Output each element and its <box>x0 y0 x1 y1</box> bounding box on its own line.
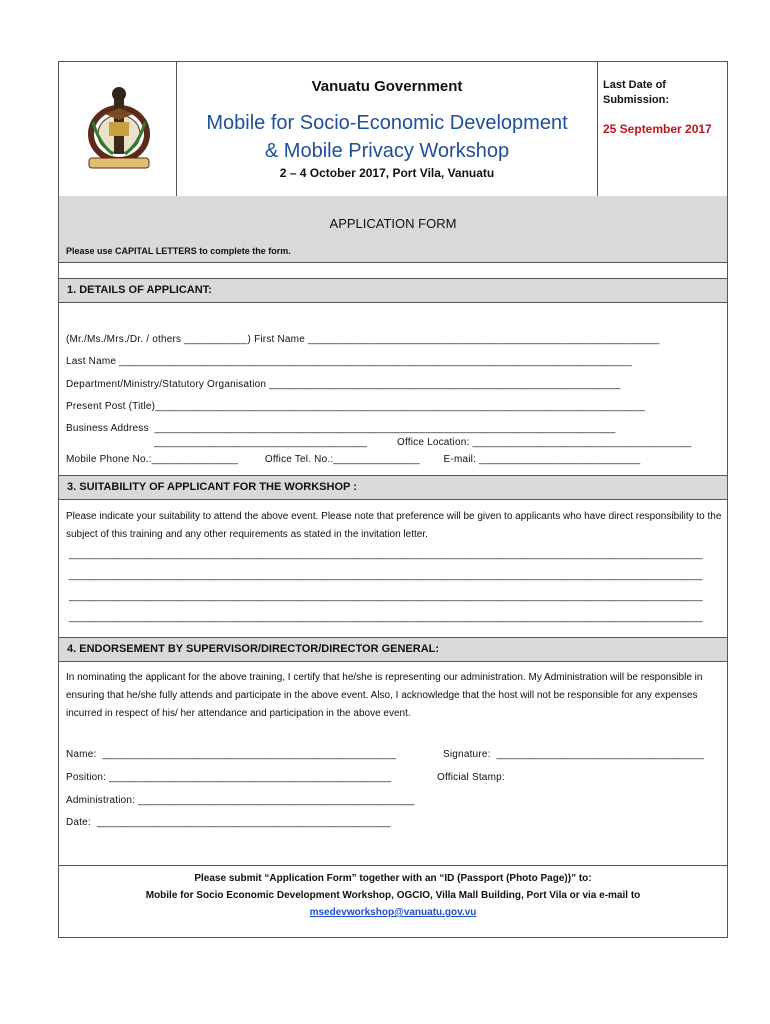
section-1-header <box>59 278 727 303</box>
suitability-answer-line-1[interactable]: ______________________________________________________________________________________________________________ <box>69 549 703 560</box>
footer-line-1: Please submit “Application Form” together with an “ID (Passport (Photo Page))” to: <box>194 873 592 884</box>
title-first-name-field[interactable]: (Mr./Ms./Mrs./Dr. / others ___________) First Name _____________________________________________________________ <box>66 334 660 345</box>
section-3-header <box>59 475 727 500</box>
last-date-label-line2: Submission: <box>603 94 670 106</box>
official-stamp-label: Official Stamp: <box>437 772 505 783</box>
department-field[interactable]: Department/Ministry/Statutory Organisation _____________________________________________________________ <box>66 379 621 390</box>
submission-deadline: 25 September 2017 <box>603 122 712 136</box>
suitability-instructions: Please indicate your suitability to attend the above event. Please note that preference will be given to applicants who have direct responsibility to the subject of this training and any other requirements as stated in the invitation letter. <box>66 511 722 540</box>
last-name-field[interactable]: Last Name _________________________________________________________________________________________ <box>66 356 632 367</box>
suitability-answer-line-3[interactable]: ______________________________________________________________________________________________________________ <box>69 591 703 602</box>
emblem-cell <box>59 62 177 196</box>
workshop-title-line1: Mobile for Socio-Economic Development <box>206 112 568 134</box>
footer-line-2: Mobile for Socio Economic Development Workshop, OGCIO, Villa Mall Building, Port Vila or via e-mail to <box>145 890 641 901</box>
application-form-banner <box>59 196 727 263</box>
section-4-heading: 4. ENDORSEMENT BY SUPERVISOR/DIRECTOR/DIRECTOR GENERAL: <box>67 643 440 655</box>
signature-field[interactable]: Signature: ____________________________________ <box>443 749 704 760</box>
supervisor-position-field[interactable]: Position: _________________________________________________ <box>66 772 392 783</box>
business-address-field[interactable]: Business Address ________________________________________________________________________________ <box>66 423 616 434</box>
deadline-cell <box>598 62 727 196</box>
submission-instructions <box>59 870 727 921</box>
submission-email-link[interactable]: msedevworkshop@vanuatu.gov.vu <box>309 907 477 918</box>
vanuatu-coat-of-arms-icon <box>79 84 159 172</box>
last-date-label <box>603 78 703 108</box>
present-post-field[interactable]: Present Post (Title)_____________________________________________________________________________________ <box>66 401 645 412</box>
section-3-heading: 3. SUITABILITY OF APPLICANT FOR THE WORKSHOP : <box>67 481 357 493</box>
form-header <box>59 62 727 197</box>
office-location-field[interactable]: _____________________________________ Office Location: ______________________________________ <box>154 437 692 448</box>
capital-letters-note: Please use CAPITAL LETTERS to complete the form. <box>66 246 291 256</box>
event-dates: 2 – 4 October 2017, Port Vila, Vanuatu <box>279 166 495 180</box>
workshop-title-line2: & Mobile Privacy Workshop <box>264 140 510 162</box>
date-field[interactable]: Date: ___________________________________________________ <box>66 817 391 828</box>
supervisor-name-field[interactable]: Name: ___________________________________________________ <box>66 749 397 760</box>
endorsement-text: In nominating the applicant for the above training, I certify that he/she is representing our administration. My Administration will be responsible in ensuring that he/she fully attends and participate in the above event. Also, I acknowledge that the host will not be responsible for any expenses incurred in respect of his/ her attendance and participation in the above event. <box>66 672 703 719</box>
suitability-answer-line-4[interactable]: ______________________________________________________________________________________________________________ <box>69 612 703 623</box>
application-form-document <box>58 61 728 938</box>
government-name: Vanuatu Government <box>311 78 463 95</box>
phone-email-fields[interactable]: Mobile Phone No.:_______________ Office Tel. No.:_______________ E-mail: ____________________________ <box>66 454 641 465</box>
last-date-label-line1: Last Date of <box>603 79 666 91</box>
section-4-header <box>59 637 727 662</box>
footer-divider <box>59 865 727 866</box>
administration-field[interactable]: Administration: ________________________________________________ <box>66 795 415 806</box>
section-1-heading: 1. DETAILS OF APPLICANT: <box>67 284 212 296</box>
title-cell <box>177 62 598 196</box>
suitability-answer-line-2[interactable]: ______________________________________________________________________________________________________________ <box>69 570 703 581</box>
application-form-title: APPLICATION FORM <box>329 216 457 231</box>
